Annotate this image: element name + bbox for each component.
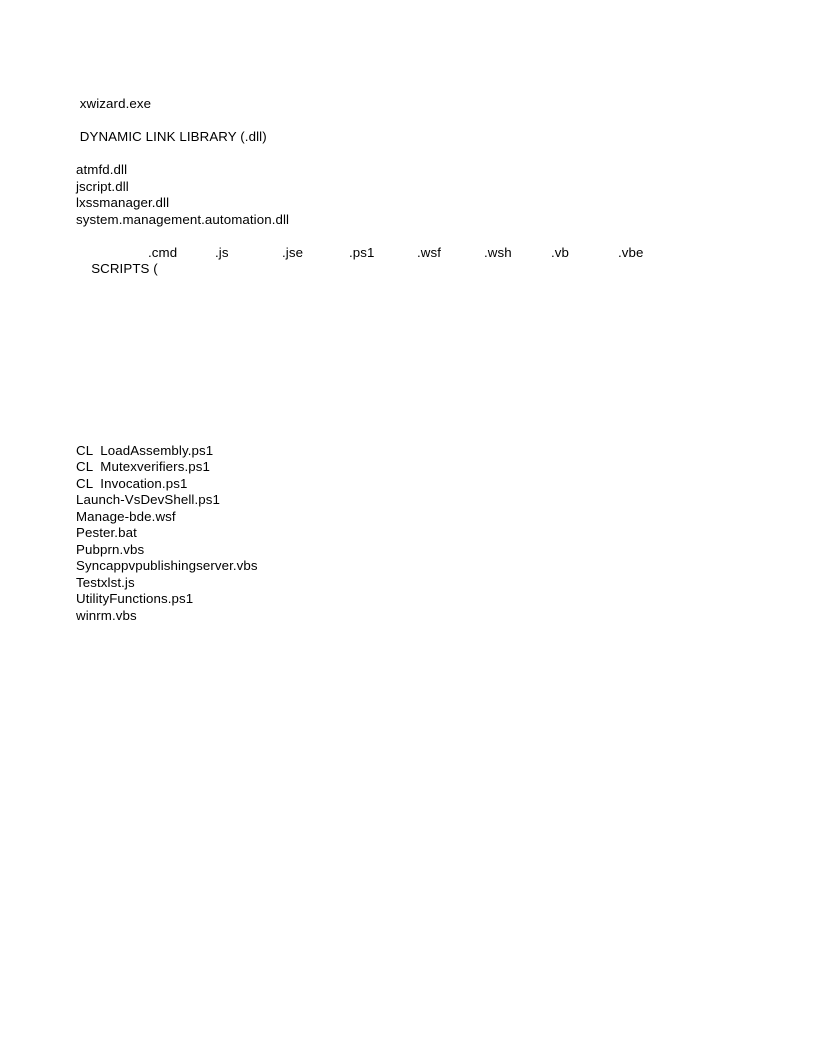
script-list-item: CL LoadAssembly.ps1: [76, 442, 214, 458]
script-list-item: UtilityFunctions.ps1: [76, 591, 194, 606]
dll-section-heading: DYNAMIC LINK LIBRARY (.dll): [76, 129, 267, 144]
extension-label-cmd: .cmd: [148, 244, 178, 260]
scripts-section-heading: [76, 245, 776, 427]
extension-label-vbe: .vbe: [618, 244, 644, 260]
script-list-item: CL Mutexverifiers.ps1: [76, 459, 210, 474]
script-list-item: Pubprn.vbs: [76, 541, 145, 557]
extension-label-jse: .jse: [282, 244, 304, 260]
exe-heading: xwizard.exe: [76, 96, 152, 111]
extension-label-js: .js: [215, 244, 229, 260]
script-list-item: Syncappvpublishingserver.vbs: [76, 558, 258, 573]
extension-label-wsh: .wsh: [484, 244, 512, 260]
extension-label-vb: .vb: [551, 244, 570, 260]
blank-line: [76, 426, 776, 443]
blank-line: [76, 146, 776, 163]
script-list-item: Pester.bat: [76, 525, 137, 540]
scripts-heading-label: SCRIPTS (: [91, 261, 158, 276]
extension-label-wsf: .wsf: [417, 244, 442, 260]
dll-list-item: atmfd.dll: [76, 162, 128, 177]
dll-list-item: jscript.dll: [76, 178, 129, 194]
script-list-item: winrm.vbs: [76, 607, 137, 623]
script-list-item: Launch-VsDevShell.ps1: [76, 492, 221, 507]
dll-list-item: lxssmanager.dll: [76, 195, 170, 210]
dll-list-item: system.management.automation.dll: [76, 211, 290, 227]
blank-line: [76, 228, 776, 245]
script-list-item: Manage-bde.wsf: [76, 508, 176, 524]
blank-line: [76, 113, 776, 130]
script-list-item: CL Invocation.ps1: [76, 475, 188, 491]
script-list-item: Testxlst.js: [76, 574, 135, 590]
extension-label-ps1: .ps1: [349, 244, 375, 260]
